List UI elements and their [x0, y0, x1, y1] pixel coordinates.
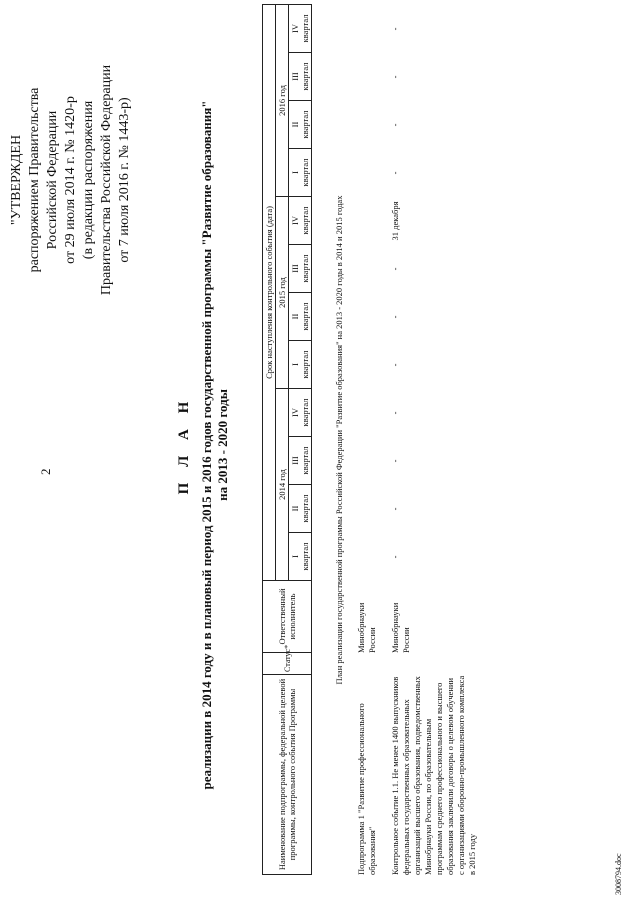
- row-cell: 31 декабря: [390, 201, 400, 241]
- subtitle-line: на 2013 - 2020 годы: [215, 389, 230, 501]
- header-quarter: II квартал: [289, 101, 312, 149]
- header-quarter: IV квартал: [289, 389, 312, 437]
- row-cell: -: [390, 171, 400, 175]
- row-cell: -: [390, 123, 400, 127]
- row-cell: [356, 533, 378, 581]
- row-cell: [356, 437, 378, 485]
- row-cell: [356, 293, 378, 341]
- row-status: [390, 653, 478, 675]
- approval-line: от 29 июля 2014 г. № 1420-р: [63, 96, 78, 264]
- approval-line: Российской Федерации: [45, 110, 60, 250]
- row-cell: -: [390, 411, 400, 415]
- approval-line: распоряжением Правительства: [27, 87, 42, 273]
- header-quarter: I квартал: [289, 341, 312, 389]
- table-row: [390, 5, 478, 875]
- footer-file-code: 3008794.doc: [614, 853, 623, 895]
- row-cell: [356, 245, 378, 293]
- header-quarter: III квартал: [289, 53, 312, 101]
- table-row: [356, 5, 378, 875]
- header-year: 2016 год: [276, 4, 289, 196]
- row-responsible: Минобрнауки России: [390, 602, 411, 653]
- row-cell: -: [390, 555, 400, 559]
- header-quarter: I квартал: [289, 533, 312, 581]
- header-name: Наименование подпрограммы, федеральной целевой программы, контрольного события Программы: [263, 675, 312, 875]
- header-status: Статус*: [263, 653, 312, 675]
- header-quarter: I квартал: [289, 149, 312, 197]
- row-cell: [356, 149, 378, 197]
- header-year: 2015 год: [276, 197, 289, 389]
- header-quarter: III квартал: [289, 437, 312, 485]
- header-quarter: II квартал: [289, 293, 312, 341]
- header-quarter: IV квартал: [289, 4, 312, 52]
- row-cell: [356, 341, 378, 389]
- plan-table-header: [262, 4, 312, 875]
- row-cell: -: [390, 363, 400, 367]
- row-status: [356, 653, 378, 675]
- page-number: 2: [38, 468, 53, 475]
- approval-line: от 7 июля 2016 г. № 1443-р): [117, 97, 132, 263]
- row-name: Контрольное событие 1.1. Не менее 1400 выпускников федеральных государственных образовательных организаций высшего образования, подведомственных Минобрнауки России, по образовательным программам среднего профессионального и высшего образования заключили договоры о целевом обучении с организациями оборонно-промышленного комплекса в 2015 году: [390, 675, 477, 875]
- plan-table-body: [330, 5, 490, 875]
- header-deadline: Срок наступления контрольного события (дата): [263, 4, 276, 580]
- header-quarter: IV квартал: [289, 197, 312, 245]
- row-cell: [356, 101, 378, 149]
- row-cell: -: [390, 315, 400, 319]
- row-cell: [356, 53, 378, 101]
- row-name: Подпрограмма 1 "Развитие профессионального образования": [356, 703, 377, 875]
- subtitle-line: реализации в 2014 году и в плановый период 2015 и 2016 годов государственной программы "Развитие образования": [199, 100, 214, 790]
- row-cell: -: [390, 27, 400, 31]
- approval-line: "УТВЕРЖДЕН: [9, 134, 24, 226]
- approval-stamp-block: [8, 15, 134, 345]
- header-responsible: Ответственный исполнитель: [263, 581, 312, 653]
- row-cell: [356, 485, 378, 533]
- row-responsible: Минобрнауки России: [356, 602, 377, 653]
- document-subtitle: [199, 25, 231, 865]
- approval-line: Правительства Российской Федерации: [99, 64, 114, 296]
- row-cell: -: [390, 507, 400, 511]
- row-cell: -: [390, 459, 400, 463]
- header-year: 2014 год: [276, 389, 289, 581]
- row-cell: -: [390, 75, 400, 79]
- approval-line: (в редакции распоряжения: [81, 100, 96, 260]
- plan-caption: План реализации государственной программы Российской Федерации "Развитие образования" на 2013 - 2020 годы в 2014 и 2015 годах: [334, 195, 344, 685]
- row-cell: [356, 197, 378, 245]
- row-cell: [356, 389, 378, 437]
- header-quarter: III квартал: [289, 245, 312, 293]
- row-cell: [356, 5, 378, 53]
- row-cell: -: [390, 267, 400, 271]
- title-block: [176, 25, 231, 865]
- header-quarter: II квартал: [289, 485, 312, 533]
- document-title: П Л А Н: [176, 395, 192, 495]
